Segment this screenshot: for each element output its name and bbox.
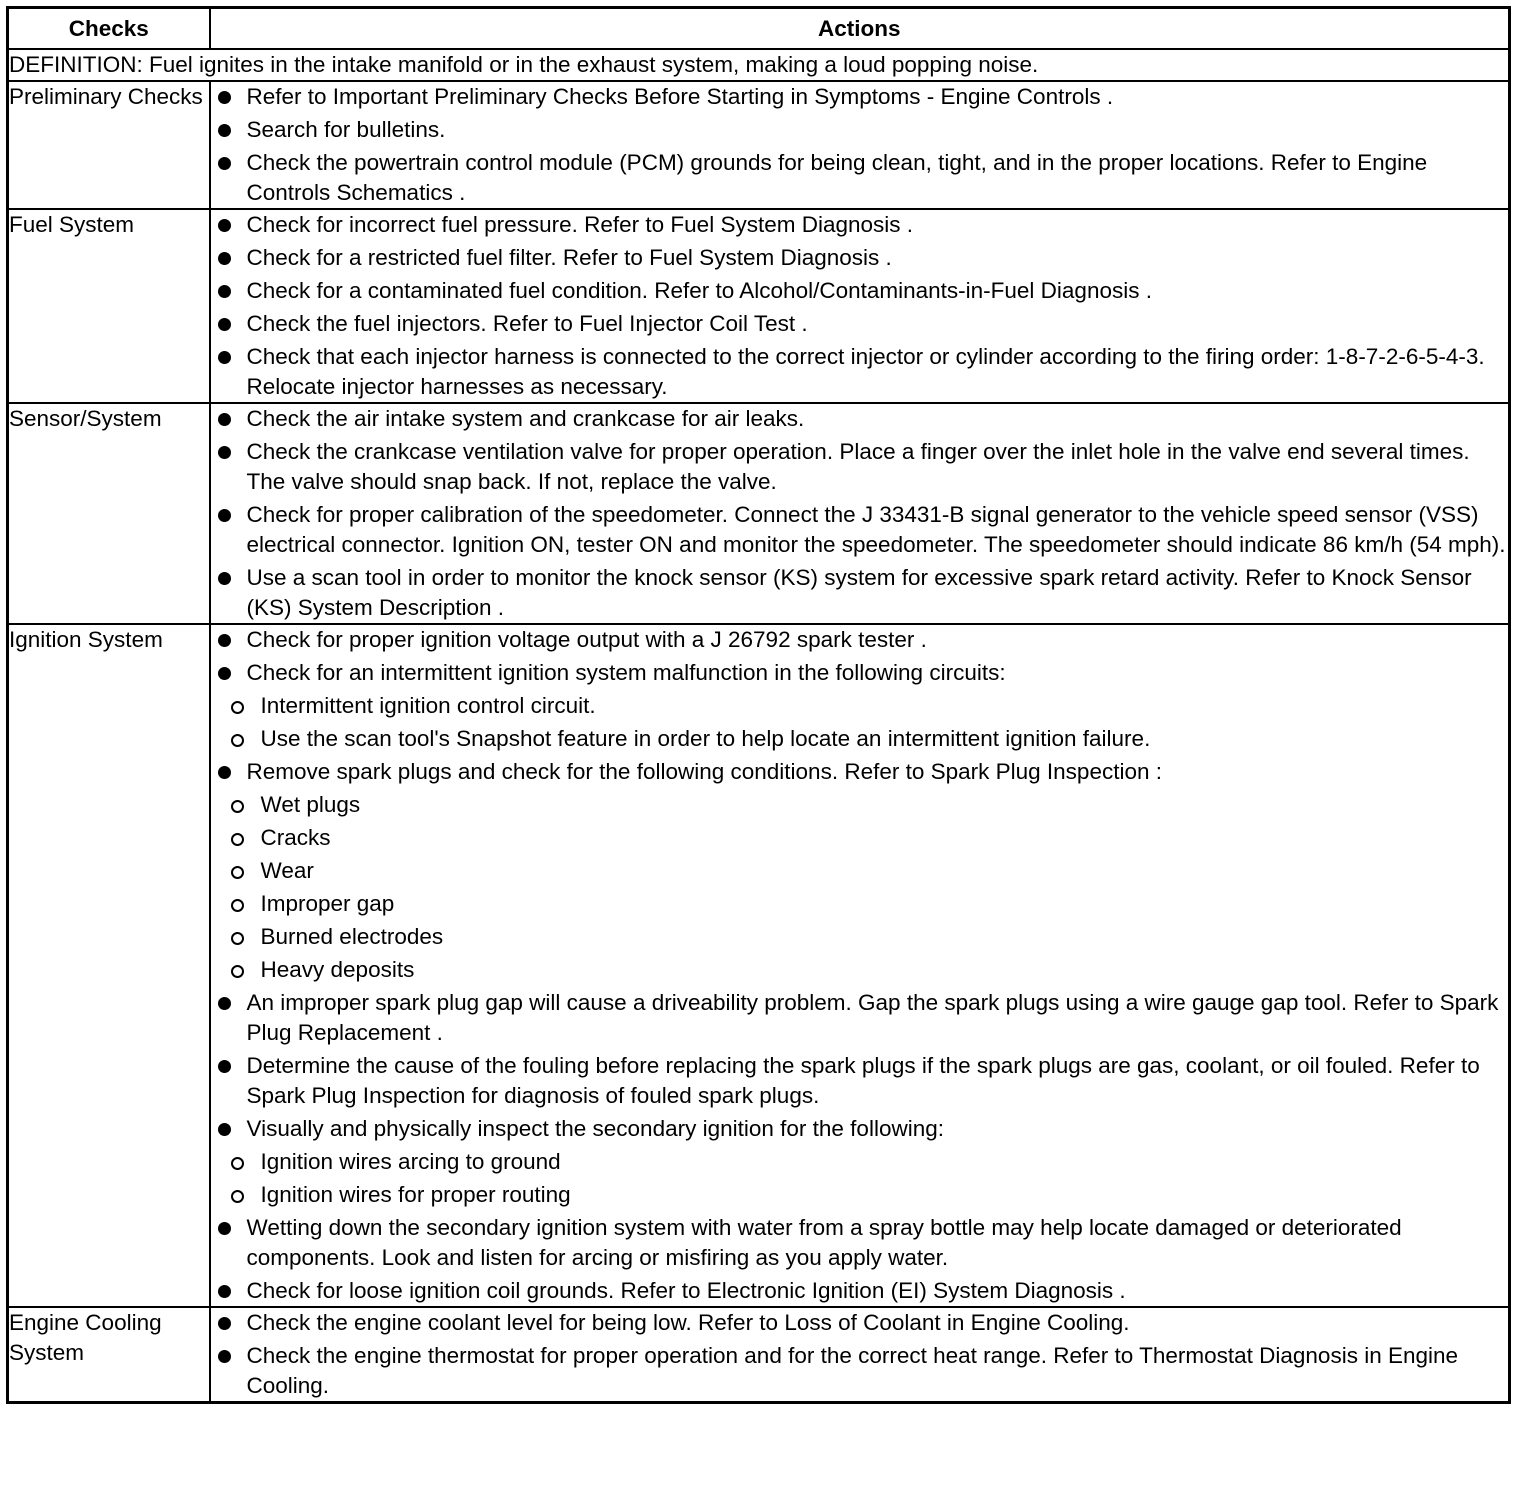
sub-item: Wet plugs bbox=[211, 790, 1509, 820]
action-item bbox=[211, 988, 1509, 1048]
table-row bbox=[8, 81, 1510, 209]
table-row bbox=[8, 209, 1510, 403]
check-category: Preliminary Checks bbox=[8, 81, 210, 209]
action-text: Check for proper calibration of the speedometer. Connect the J 33431-B signal generator to the vehicle speed sensor (VSS) electrical connector. Ignition ON, tester ON and monitor the speedometer. The speedometer should indicate 86 km/h (54 mph). bbox=[246, 502, 1506, 557]
action-item bbox=[211, 1276, 1509, 1306]
action-text: Check for a contaminated fuel condition. Refer to Alcohol/Contaminants-in-Fuel Diagnosis . bbox=[246, 278, 1152, 303]
action-item bbox=[211, 210, 1509, 240]
actions-cell bbox=[210, 81, 1510, 209]
action-text: Check that each injector harness is connected to the correct injector or cylinder according to the firing order: 1-8-7-2-6-5-4-3. Relocate injector harnesses as necessary. bbox=[246, 344, 1485, 399]
action-text: Determine the cause of the fouling before replacing the spark plugs if the spark plugs are gas, coolant, or oil fouled. Refer to Spark Plug Inspection for diagnosis of fouled spark plugs. bbox=[246, 1053, 1480, 1108]
action-item bbox=[211, 500, 1509, 560]
sub-item: Ignition wires for proper routing bbox=[211, 1180, 1509, 1210]
action-text: Check the fuel injectors. Refer to Fuel Injector Coil Test . bbox=[246, 311, 808, 336]
action-item bbox=[211, 437, 1509, 497]
check-category: Engine Cooling System bbox=[8, 1307, 210, 1403]
action-text: Check for loose ignition coil grounds. Refer to Electronic Ignition (EI) System Diagnosis . bbox=[246, 1278, 1126, 1303]
definition-row bbox=[8, 49, 1510, 81]
sub-item: Cracks bbox=[211, 823, 1509, 853]
table-row bbox=[8, 1307, 1510, 1403]
sub-item: Heavy deposits bbox=[211, 955, 1509, 985]
action-item bbox=[211, 1308, 1509, 1338]
check-category: Ignition System bbox=[8, 624, 210, 1307]
definition-text: DEFINITION: Fuel ignites in the intake manifold or in the exhaust system, making a loud popping noise. bbox=[8, 49, 1510, 81]
actions-cell bbox=[210, 403, 1510, 624]
action-text: An improper spark plug gap will cause a driveability problem. Gap the spark plugs using a wire gauge gap tool. Refer to Spark Plug Replacement . bbox=[246, 990, 1499, 1045]
check-category: Sensor/System bbox=[8, 403, 210, 624]
action-item bbox=[211, 148, 1509, 208]
action-item bbox=[211, 404, 1509, 434]
action-text: Check the crankcase ventilation valve for proper operation. Place a finger over the inlet hole in the valve end several times. The valve should snap back. If not, replace the valve. bbox=[246, 439, 1470, 494]
check-category: Fuel System bbox=[8, 209, 210, 403]
action-text: Check the engine coolant level for being low. Refer to Loss of Coolant in Engine Cooling. bbox=[246, 1310, 1130, 1335]
action-item bbox=[211, 243, 1509, 273]
checks-header: Checks bbox=[8, 8, 210, 50]
action-item bbox=[211, 276, 1509, 306]
action-item bbox=[211, 1051, 1509, 1111]
action-text: Refer to Important Preliminary Checks Before Starting in Symptoms - Engine Controls . bbox=[246, 84, 1114, 109]
action-text: Check for an intermittent ignition system malfunction in the following circuits: bbox=[246, 660, 1006, 685]
action-text: Check the air intake system and crankcase for air leaks. bbox=[246, 406, 805, 431]
actions-header: Actions bbox=[210, 8, 1510, 50]
action-item bbox=[211, 757, 1509, 985]
action-text: Check the powertrain control module (PCM) grounds for being clean, tight, and in the proper locations. Refer to Engine Controls Schematics . bbox=[246, 150, 1428, 205]
action-text: Check for proper ignition voltage output with a J 26792 spark tester . bbox=[246, 627, 927, 652]
sub-list bbox=[247, 1147, 1509, 1210]
action-item bbox=[211, 1341, 1509, 1401]
sub-list bbox=[247, 790, 1509, 985]
action-text: Remove spark plugs and check for the following conditions. Refer to Spark Plug Inspection : bbox=[246, 759, 1162, 784]
actions-cell bbox=[210, 624, 1510, 1307]
actions-cell bbox=[210, 209, 1510, 403]
action-item bbox=[211, 625, 1509, 655]
action-list bbox=[211, 1308, 1509, 1401]
sub-item: Burned electrodes bbox=[211, 922, 1509, 952]
action-list bbox=[211, 404, 1509, 623]
action-item bbox=[211, 1114, 1509, 1210]
document bbox=[6, 6, 1508, 1404]
action-item bbox=[211, 82, 1509, 112]
sub-item: Use the scan tool's Snapshot feature in order to help locate an intermittent ignition failure. bbox=[211, 724, 1509, 754]
action-list bbox=[211, 625, 1509, 1306]
header-row bbox=[8, 8, 1510, 50]
table-row bbox=[8, 624, 1510, 1307]
action-text: Check for a restricted fuel filter. Refer to Fuel System Diagnosis . bbox=[246, 245, 892, 270]
action-item bbox=[211, 1213, 1509, 1273]
sub-item: Intermittent ignition control circuit. bbox=[211, 691, 1509, 721]
action-item bbox=[211, 342, 1509, 402]
action-item bbox=[211, 115, 1509, 145]
action-text: Use a scan tool in order to monitor the knock sensor (KS) system for excessive spark retard activity. Refer to Knock Sensor (KS) System Description . bbox=[246, 565, 1472, 620]
action-text: Check for incorrect fuel pressure. Refer to Fuel System Diagnosis . bbox=[246, 212, 914, 237]
action-item bbox=[211, 309, 1509, 339]
action-list bbox=[211, 210, 1509, 402]
actions-cell bbox=[210, 1307, 1510, 1403]
sub-item: Wear bbox=[211, 856, 1509, 886]
table-row bbox=[8, 403, 1510, 624]
action-text: Search for bulletins. bbox=[246, 117, 446, 142]
action-item bbox=[211, 658, 1509, 754]
sub-list bbox=[247, 691, 1509, 754]
action-text: Visually and physically inspect the secondary ignition for the following: bbox=[246, 1116, 944, 1141]
diagnostic-table bbox=[6, 6, 1511, 1404]
action-text: Wetting down the secondary ignition system with water from a spray bottle may help locate damaged or deteriorated components. Look and listen for arcing or misfiring as you apply water. bbox=[246, 1215, 1402, 1270]
action-item bbox=[211, 563, 1509, 623]
action-list bbox=[211, 82, 1509, 208]
sub-item: Improper gap bbox=[211, 889, 1509, 919]
sub-item: Ignition wires arcing to ground bbox=[211, 1147, 1509, 1177]
action-text: Check the engine thermostat for proper operation and for the correct heat range. Refer to Thermostat Diagnosis in Engine Cooling. bbox=[246, 1343, 1459, 1398]
